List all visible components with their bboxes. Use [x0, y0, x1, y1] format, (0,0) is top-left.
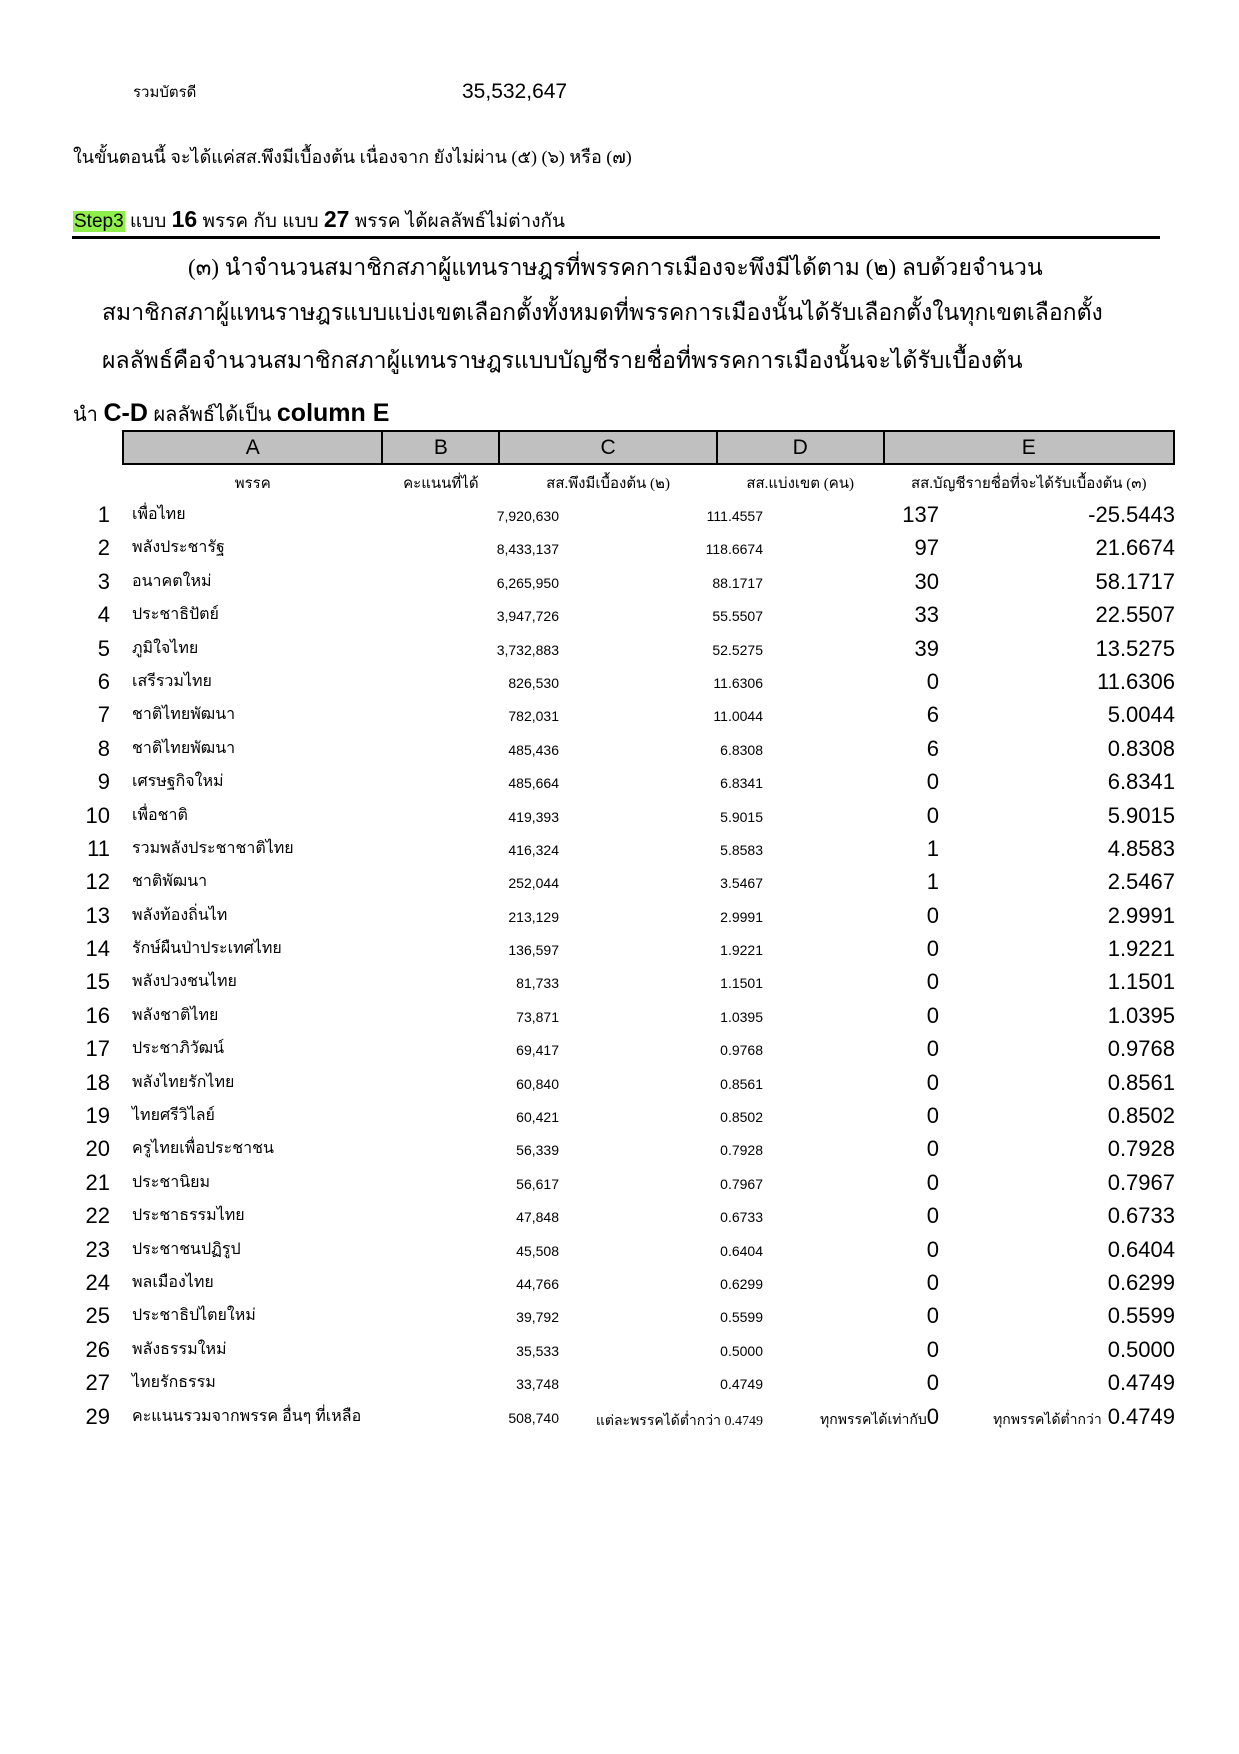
row-number: 4: [97, 602, 110, 628]
table-row: [72, 598, 1175, 631]
party-votes: 60,421: [516, 1109, 559, 1126]
header-seats-entitled: สส.พึงมีเบื้องต้น (๒): [546, 476, 670, 492]
column-letter-c: C: [499, 431, 717, 464]
list-seats: 4.8583: [1107, 835, 1175, 861]
party-votes: 60,840: [516, 1075, 559, 1092]
list-seats: 0.7967: [1107, 1169, 1175, 1195]
party-votes: 252,044: [508, 875, 559, 892]
district-seats: 0: [926, 1370, 939, 1396]
party-name: อนาคตใหม่: [132, 572, 212, 590]
table-row: [72, 498, 1175, 531]
step-heading: [73, 206, 565, 236]
district-seats: 0: [926, 969, 939, 995]
seats-entitled: 0.5599: [720, 1309, 763, 1326]
party-name: ประชาภิวัฒน์: [132, 1040, 225, 1058]
list-seats: 22.5507: [1095, 602, 1175, 628]
party-votes: 485,664: [508, 775, 559, 792]
party-name: พลังธรรมใหม่: [132, 1340, 227, 1358]
row-number: 24: [85, 1269, 110, 1295]
party-votes: 213,129: [508, 908, 559, 925]
table-row-others: [72, 1400, 1175, 1433]
party-name: ครูไทยเพื่อประชาชน: [132, 1140, 274, 1158]
party-votes: 485,436: [508, 741, 559, 758]
row-number: 23: [85, 1236, 110, 1262]
district-seats: 0: [926, 1403, 939, 1429]
column-letter-b: B: [382, 431, 499, 464]
list-seats: 58.1717: [1095, 568, 1175, 594]
party-votes: 69,417: [516, 1042, 559, 1059]
seats-entitled: 0.7928: [720, 1142, 763, 1159]
table-row: [72, 1132, 1175, 1165]
district-seats: 0: [926, 902, 939, 928]
seats-entitled: 1.1501: [720, 975, 763, 992]
column-letter-a: A: [123, 431, 382, 464]
seats-entitled: 1.9221: [720, 942, 763, 959]
table-row: [72, 732, 1175, 765]
total-valid-ballots-label: รวมบัตรดี: [133, 85, 197, 101]
row-number: 22: [85, 1203, 110, 1229]
district-seats: 6: [926, 702, 939, 728]
header-district-seats: สส.แบ่งเขต (คน): [746, 476, 855, 492]
party-name: ชาติไทยพัฒนา: [132, 706, 236, 724]
district-seats: 0: [926, 1069, 939, 1095]
list-seats: 0.6404: [1107, 1236, 1175, 1262]
heading-divider: [72, 236, 1160, 239]
row-number: 3: [97, 568, 110, 594]
row-number: 18: [85, 1069, 110, 1095]
seats-entitled: 0.5000: [720, 1342, 763, 1359]
party-name: ประชาชนปฏิรูป: [132, 1240, 241, 1258]
table-row: [72, 1333, 1175, 1366]
district-seats: 0: [926, 769, 939, 795]
paragraph-line-1: (๓) นำจำนวนสมาชิกสภาผู้แทนราษฎรที่พรรคการเมืองจะพึงมีได้ตาม (๒) ลบด้วยจำนวน: [188, 255, 1043, 280]
list-seats-cell: [993, 1404, 1175, 1431]
list-seats: 0.4749: [1107, 1370, 1175, 1396]
table-row: [72, 1266, 1175, 1299]
row-number: 25: [85, 1303, 110, 1329]
district-seats: 0: [926, 1236, 939, 1262]
step-text-2: พรรค กับ แบบ: [197, 211, 324, 232]
district-seats-cell: [820, 1404, 939, 1431]
seats-entitled: 0.6733: [720, 1209, 763, 1226]
party-name: ประชานิยม: [132, 1173, 211, 1191]
party-name: ชาติพัฒนา: [132, 873, 208, 891]
caption-middle: ผลลัพธ์ได้เป็น: [147, 404, 277, 426]
seats-entitled: 0.6299: [720, 1275, 763, 1292]
list-seats: 0.8561: [1107, 1069, 1175, 1095]
row-number: 9: [97, 769, 110, 795]
list-seats: 0.5599: [1107, 1303, 1175, 1329]
table-row: [72, 531, 1175, 564]
party-name: ภูมิใจไทย: [132, 639, 199, 657]
district-seats: 0: [926, 1336, 939, 1362]
list-seats: 0.5000: [1107, 1336, 1175, 1362]
list-seats: 0.8502: [1107, 1103, 1175, 1129]
row-number: 1: [97, 502, 110, 527]
header-list-seats: สส.บัญชีรายชื่อที่จะได้รับเบื้องต้น (๓): [910, 476, 1147, 492]
table-row: [72, 799, 1175, 832]
party-name: พลังประชารัฐ: [132, 539, 225, 557]
table-row: [72, 765, 1175, 798]
district-seats: 6: [926, 735, 939, 761]
row-number: 20: [85, 1136, 110, 1162]
party-votes: 81,733: [516, 975, 559, 992]
table-row: [72, 1233, 1175, 1266]
party-name: รวมพลังประชาชาติไทย: [132, 839, 294, 857]
table-row: [72, 1099, 1175, 1132]
party-votes: 419,393: [508, 808, 559, 825]
list-seats: 0.8308: [1107, 735, 1175, 761]
seats-entitled: 0.6404: [720, 1242, 763, 1259]
list-seats: -25.5443: [1088, 502, 1175, 527]
table-row: [72, 698, 1175, 731]
party-name: ประชาธรรมไทย: [132, 1207, 245, 1225]
table-row: [72, 565, 1175, 598]
table-row: [72, 1032, 1175, 1065]
table-row: [72, 999, 1175, 1032]
party-name: เศรษฐกิจใหม่: [132, 773, 224, 791]
row-number: 13: [85, 902, 110, 928]
list-seats: 2.9991: [1107, 902, 1175, 928]
seats-entitled-note: แต่ละพรรคได้ต่ำกว่า 0.4749: [595, 1413, 763, 1429]
list-seats: 0.6299: [1107, 1269, 1175, 1295]
party-votes: 47,848: [516, 1209, 559, 1226]
row-number: 10: [85, 802, 110, 828]
seats-entitled: 88.1717: [712, 574, 763, 591]
district-seats: 1: [926, 869, 939, 895]
party-votes: 136,597: [508, 942, 559, 959]
seats-entitled: 0.8502: [720, 1109, 763, 1126]
party-votes: 8,433,137: [496, 541, 559, 558]
table-caption: [73, 398, 389, 430]
row-number: 19: [85, 1103, 110, 1129]
seats-entitled: 118.6674: [705, 541, 763, 558]
party-votes: 33,748: [516, 1376, 559, 1393]
row-number: 7: [97, 702, 110, 728]
table-row: [72, 865, 1175, 898]
seats-entitled: 5.9015: [720, 808, 763, 825]
seats-entitled: 2.9991: [720, 908, 763, 925]
seats-entitled: 11.6306: [713, 674, 763, 691]
party-votes: 35,533: [516, 1342, 559, 1359]
row-number: 16: [85, 1002, 110, 1028]
party-votes: 7,920,630: [496, 508, 559, 524]
party-votes: 3,947,726: [496, 608, 559, 625]
party-name: เพื่อไทย: [132, 506, 186, 523]
row-number: 17: [85, 1036, 110, 1062]
party-votes: 416,324: [508, 841, 559, 858]
seats-entitled: 111.4557: [706, 508, 763, 524]
total-valid-ballots-value: 35,532,647: [462, 80, 568, 103]
district-seats: 0: [926, 1136, 939, 1162]
list-seats: 0.4749: [1107, 1403, 1175, 1429]
row-number: 8: [97, 735, 110, 761]
seats-entitled: 6.8341: [720, 775, 763, 792]
party-votes: 508,740: [508, 1409, 559, 1426]
party-votes: 826,530: [508, 674, 559, 691]
party-name: ประชาธิปไตยใหม่: [132, 1307, 256, 1325]
list-seats: 2.5467: [1107, 869, 1175, 895]
party-votes: 3,732,883: [496, 641, 559, 658]
district-seats: 33: [914, 602, 939, 628]
row-number: 2: [97, 535, 110, 561]
row-number: 27: [85, 1370, 110, 1396]
header-votes: คะแนนที่ได้: [403, 476, 479, 492]
seats-entitled: 0.9768: [720, 1042, 763, 1059]
party-name: รักษ์ผืนป่าประเทศไทย: [132, 940, 282, 958]
seats-entitled: 11.0044: [713, 708, 763, 725]
party-votes: 44,766: [516, 1275, 559, 1292]
district-seats: 0: [926, 1269, 939, 1295]
list-seats: 11.6306: [1097, 668, 1175, 694]
list-seats: 6.8341: [1107, 769, 1175, 795]
party-votes: 45,508: [516, 1242, 559, 1259]
party-name: พลังไทยรักไทย: [132, 1073, 235, 1091]
list-seats: 1.1501: [1107, 969, 1175, 995]
column-headers-row: [123, 464, 1174, 501]
list-seats: 0.9768: [1107, 1036, 1175, 1062]
party-votes: 73,871: [516, 1008, 559, 1025]
list-seats: 1.9221: [1107, 936, 1175, 962]
step-text-1: แบบ: [124, 211, 172, 232]
party-name: คะแนนรวมจากพรรค อื่นๆ ที่เหลือ: [132, 1407, 362, 1425]
list-seats: 5.0044: [1107, 702, 1175, 728]
row-number: 14: [85, 936, 110, 962]
list-seats: 21.6674: [1095, 535, 1175, 561]
step-badge: Step3: [74, 211, 124, 232]
row-number: 5: [97, 635, 110, 661]
seats-entitled: 0.4749: [720, 1376, 763, 1393]
list-seats: 5.9015: [1107, 802, 1175, 828]
district-seats: 0: [926, 1002, 939, 1028]
step-number-16: 16: [171, 206, 198, 232]
row-number: 29: [85, 1403, 110, 1429]
table-row: [72, 1366, 1175, 1399]
party-rows: [72, 498, 1175, 1433]
paragraph-line-2: สมาชิกสภาผู้แทนราษฎรแบบแบ่งเขตเลือกตั้งทั้งหมดที่พรรคการเมืองนั้นได้รับเลือกตั้งในทุกเขตเลือกตั้ง: [102, 300, 1103, 325]
party-name: พลังชาติไทย: [132, 1006, 219, 1024]
list-seats: 0.6733: [1107, 1203, 1175, 1229]
district-seats: 39: [914, 635, 939, 661]
district-seats: 0: [926, 668, 939, 694]
party-votes: 6,265,950: [496, 574, 559, 591]
table-row: [72, 632, 1175, 665]
table-row: [72, 665, 1175, 698]
party-votes: 782,031: [508, 708, 559, 725]
paragraph-line-3: ผลลัพธ์คือจำนวนสมาชิกสภาผู้แทนราษฎรแบบบัญชีรายชื่อที่พรรคการเมืองนั้นจะได้รับเบื้องต้น: [102, 348, 1023, 373]
seats-entitled: 0.7967: [720, 1175, 763, 1192]
header-party: พรรค: [234, 476, 271, 492]
step-text-3: พรรค ได้ผลลัพธ์ไม่ต่างกัน: [349, 211, 565, 232]
district-seats: 0: [926, 936, 939, 962]
table-row: [72, 1066, 1175, 1099]
seats-entitled: 0.8561: [720, 1075, 763, 1092]
district-seats: 137: [902, 502, 939, 527]
seats-entitled: 52.5275: [712, 641, 763, 658]
row-number: 21: [85, 1169, 110, 1195]
table-row: [72, 832, 1175, 865]
district-seats: 0: [926, 802, 939, 828]
caption-formula: C-D: [103, 399, 148, 427]
party-name: ไทยศรีวิไลย์: [132, 1107, 215, 1125]
district-seats: 97: [914, 535, 939, 561]
list-seats: 1.0395: [1107, 1002, 1175, 1028]
party-name: เสรีรวมไทย: [132, 672, 212, 690]
table-row: [72, 899, 1175, 932]
district-note: ทุกพรรคได้เท่ากับ: [820, 1412, 927, 1428]
party-name: พลังท้องถิ่นไท: [132, 906, 228, 924]
table-row: [72, 932, 1175, 965]
row-number: 15: [85, 969, 110, 995]
list-seats: 13.5275: [1095, 635, 1175, 661]
list-note: ทุกพรรคได้ต่ำกว่า: [993, 1412, 1102, 1428]
party-votes: 39,792: [516, 1309, 559, 1326]
district-seats: 0: [926, 1036, 939, 1062]
party-name: ประชาธิปัตย์: [132, 606, 219, 624]
table-row: [72, 1299, 1175, 1332]
party-name: ไทยรักธรรม: [132, 1374, 216, 1392]
party-name: พลังปวงชนไทย: [132, 973, 237, 991]
step-number-27: 27: [323, 206, 350, 232]
column-letter-d: D: [717, 431, 884, 464]
seats-entitled: 5.8583: [720, 841, 763, 858]
district-seats: 1: [926, 835, 939, 861]
district-seats: 0: [926, 1303, 939, 1329]
party-votes: 56,339: [516, 1142, 559, 1159]
district-seats: 0: [926, 1203, 939, 1229]
party-name: เพื่อชาติ: [132, 806, 188, 824]
caption-prefix: นำ: [73, 404, 104, 426]
caption-target-column: column E: [276, 399, 390, 427]
party-votes: 56,617: [516, 1175, 559, 1192]
table-row: [72, 1199, 1175, 1232]
seats-entitled: 1.0395: [720, 1008, 763, 1025]
table-row: [72, 1166, 1175, 1199]
seats-entitled: 6.8308: [720, 741, 763, 758]
row-number: 6: [97, 668, 110, 694]
table-row: [72, 965, 1175, 998]
row-number: 12: [85, 869, 110, 895]
seats-entitled: 55.5507: [712, 608, 763, 625]
row-number: 26: [85, 1336, 110, 1362]
party-name: ชาติไทยพัฒนา: [132, 739, 236, 757]
district-seats: 0: [926, 1103, 939, 1129]
party-name: พลเมืองไทย: [132, 1273, 214, 1291]
district-seats: 0: [926, 1169, 939, 1195]
seats-entitled: 3.5467: [720, 875, 763, 892]
list-seats: 0.7928: [1107, 1136, 1175, 1162]
step-note: ในขั้นตอนนี้ จะได้แค่สส.พึงมีเบื้องต้น เนื่องจาก ยังไม่ผ่าน (๕) (๖) หรือ (๗): [73, 147, 632, 167]
district-seats: 30: [914, 568, 939, 594]
spreadsheet-header: [122, 430, 1175, 501]
column-letters-row: [123, 431, 1174, 464]
column-letter-e: E: [884, 431, 1174, 464]
row-number: 11: [87, 835, 110, 861]
